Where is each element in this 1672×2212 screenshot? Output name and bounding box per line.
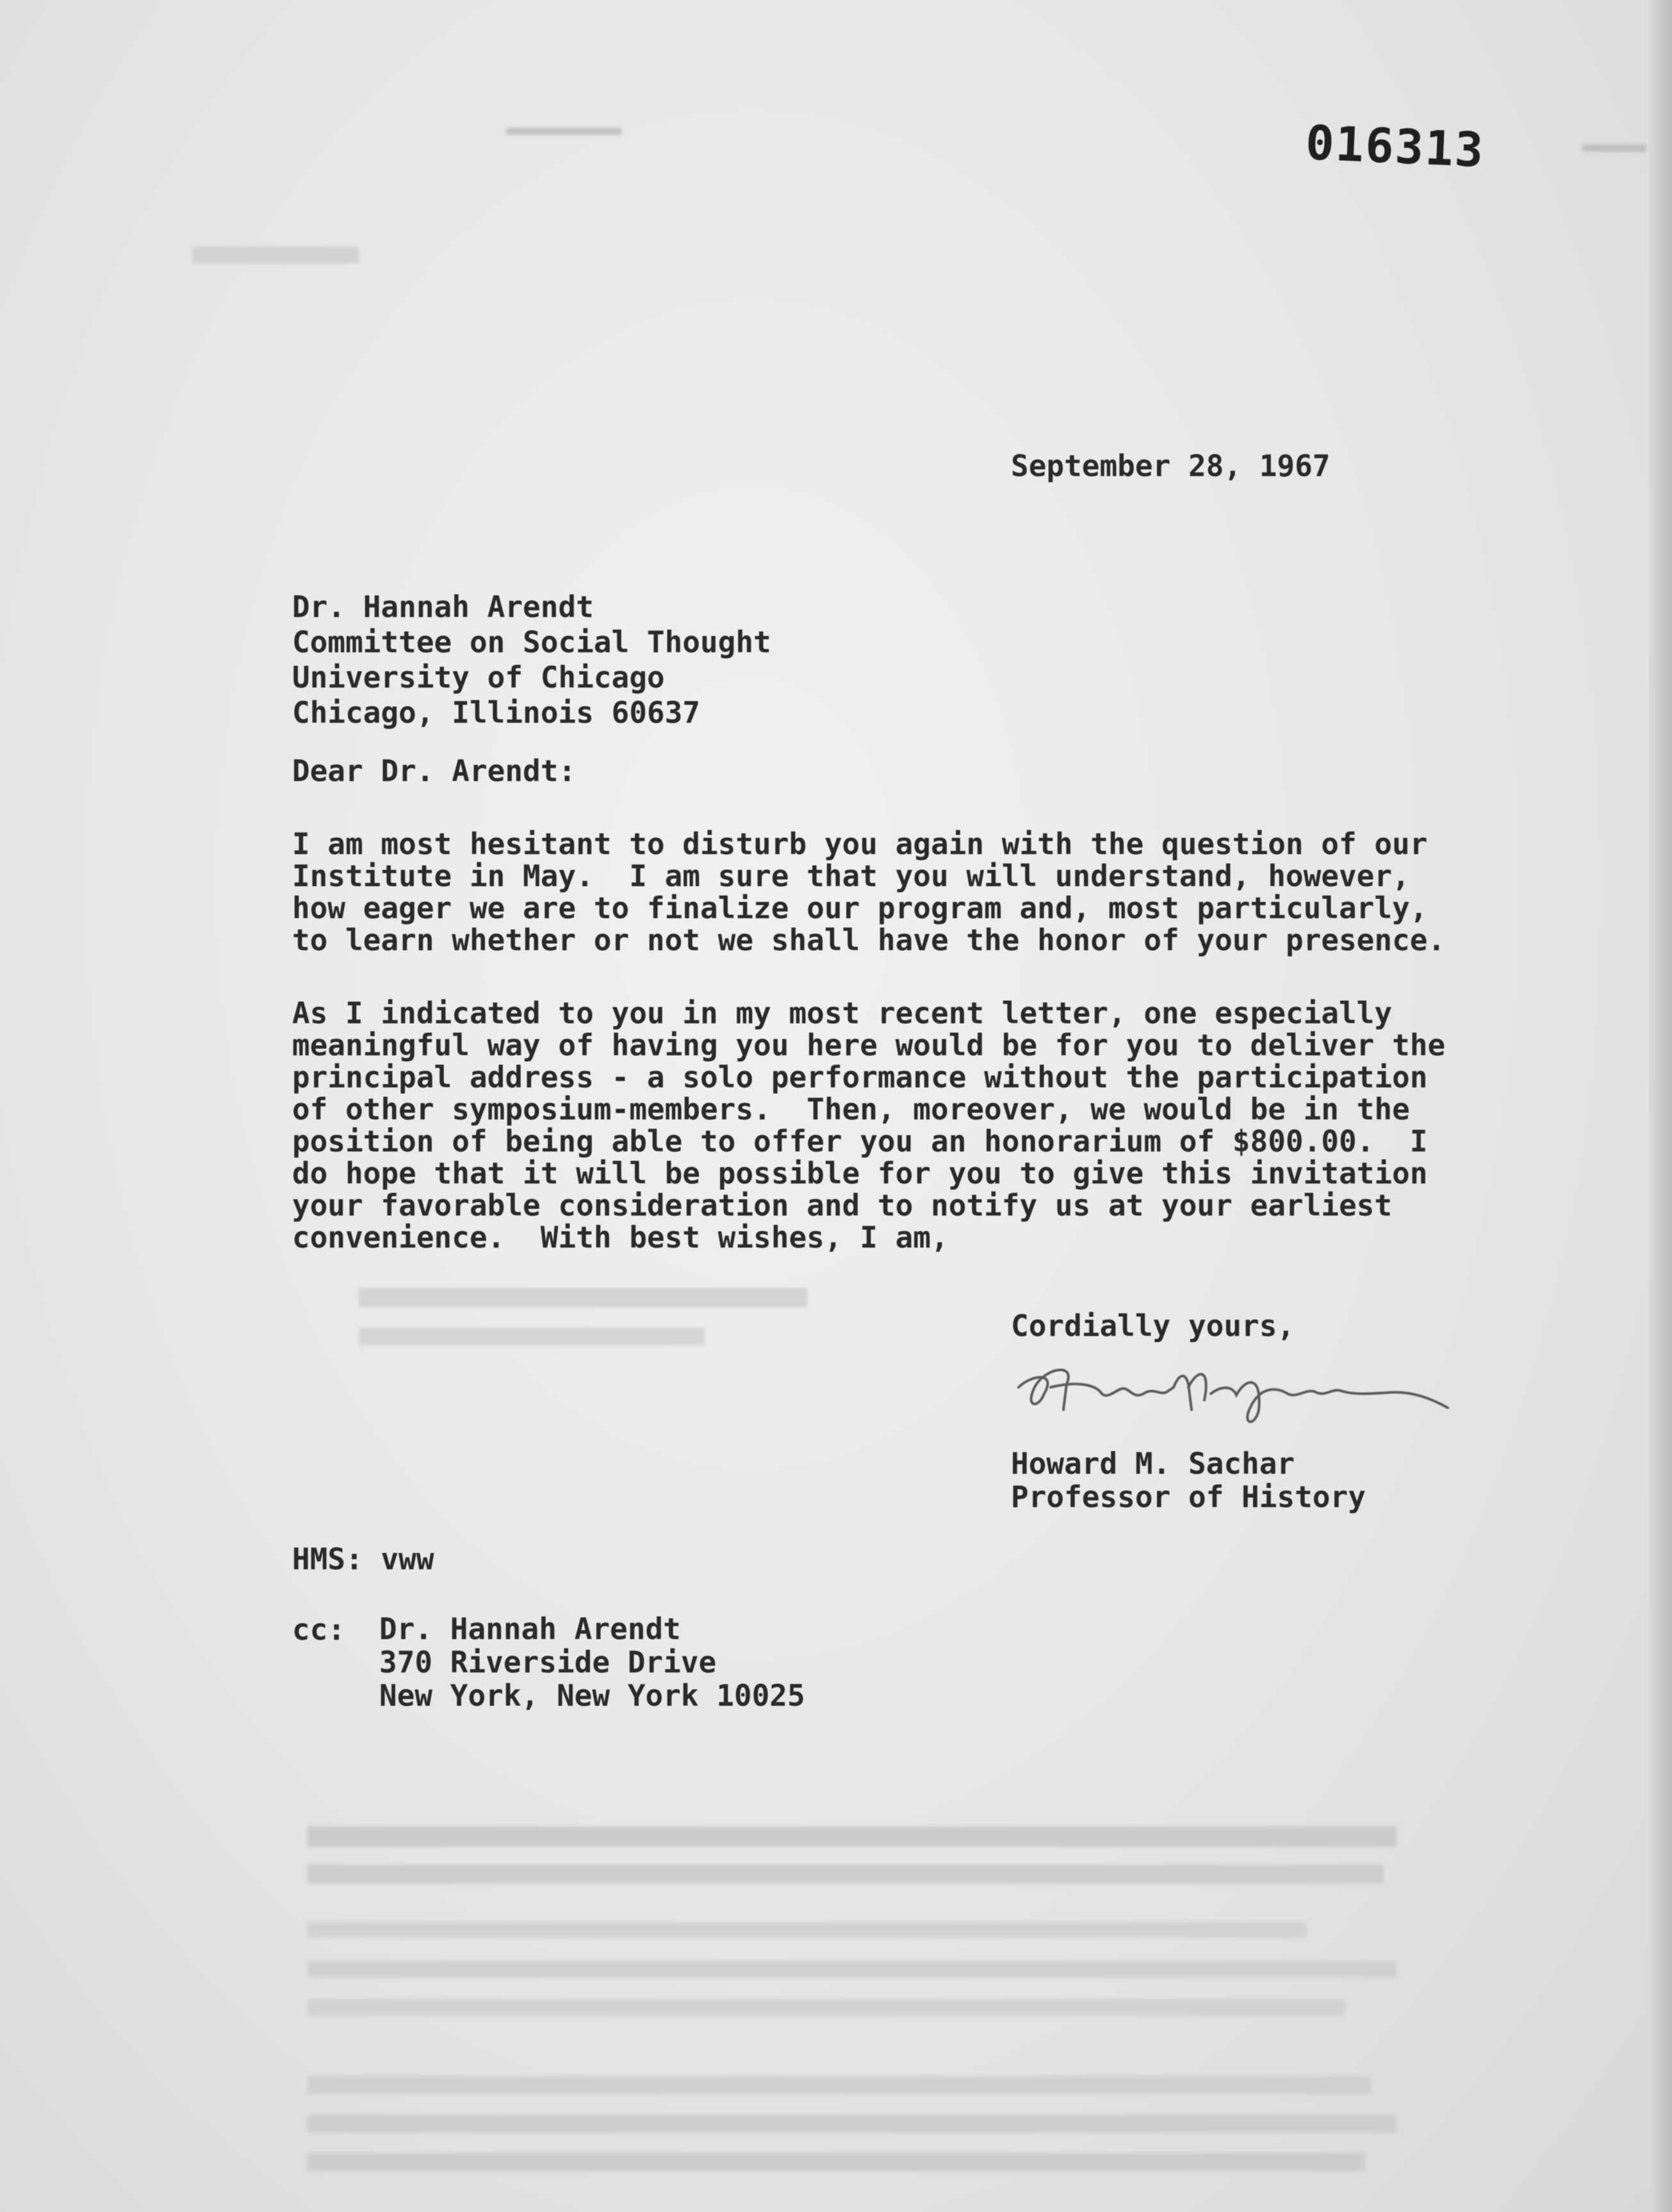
show-through-mark [307,1922,1307,1938]
page-edge-shadow [1649,0,1672,2212]
body-line: to learn whether or not we shall have the honor of your presence. [292,923,1446,957]
body-line: convenience. With best wishes, I am, [292,1220,949,1255]
body-line: of other symposium-members. Then, moreover, we would be in the [292,1092,1410,1127]
show-through-mark [307,2076,1371,2094]
cc-address-line: New York, New York 10025 [379,1678,805,1713]
cc-address-line: 370 Riverside Drive [379,1645,717,1680]
ghost-text-mark [359,1288,807,1307]
signer-name: Howard M. Sachar [1011,1446,1295,1481]
body-line: As I indicated to you in my most recent letter, one especially [292,996,1393,1030]
body-line: your favorable consideration and to notify us at your earliest [292,1188,1393,1223]
handwritten-signature [1006,1349,1454,1432]
body-line: position of being able to offer you an honorarium of $800.00. I [292,1124,1428,1159]
top-smudge [506,128,621,135]
signer-title: Professor of History [1011,1480,1366,1514]
closing: Cordially yours, [1011,1308,1295,1343]
show-through-mark [307,1961,1397,1977]
address-line: Committee on Social Thought [292,625,771,659]
body-line: I am most hesitant to disturb you again with the question of our [292,827,1428,861]
cc-address-line: Dr. Hannah Arendt [379,1612,681,1646]
body-line: do hope that it will be possible for you to give this invitation [292,1156,1428,1191]
salutation: Dear Dr. Arendt: [292,754,577,788]
recipient-address [292,590,771,730]
address-line: Chicago, Illinois 60637 [292,695,700,730]
show-through-mark [307,1865,1384,1884]
right-edge-smudge [1582,144,1646,152]
body-line: meaningful way of having you here would be for you to deliver the [292,1028,1446,1062]
typist-initials: HMS: vww [292,1542,434,1576]
cc-address [379,1612,805,1712]
ghost-text-mark [359,1328,705,1346]
address-line: University of Chicago [292,660,665,695]
body-line: Institute in May. I am sure that you will understand, however, [292,859,1410,893]
document-number: 016313 [1304,115,1486,179]
body-line: principal address - a solo performance without the participation [292,1060,1428,1094]
top-left-mark [192,247,359,263]
signature-block [1011,1447,1366,1514]
body-paragraph-1 [292,828,1445,956]
body-paragraph-2 [292,997,1445,1253]
show-through-mark [307,2153,1365,2171]
address-line: Dr. Hannah Arendt [292,590,594,624]
show-through-mark [307,1999,1345,2016]
show-through-mark [307,2115,1397,2133]
letter-date: September 28, 1967 [1011,449,1331,483]
show-through-mark [307,1826,1397,1847]
cc-label: cc: [292,1612,346,1647]
body-line: how eager we are to finalize our program and, most particularly, [292,891,1428,925]
